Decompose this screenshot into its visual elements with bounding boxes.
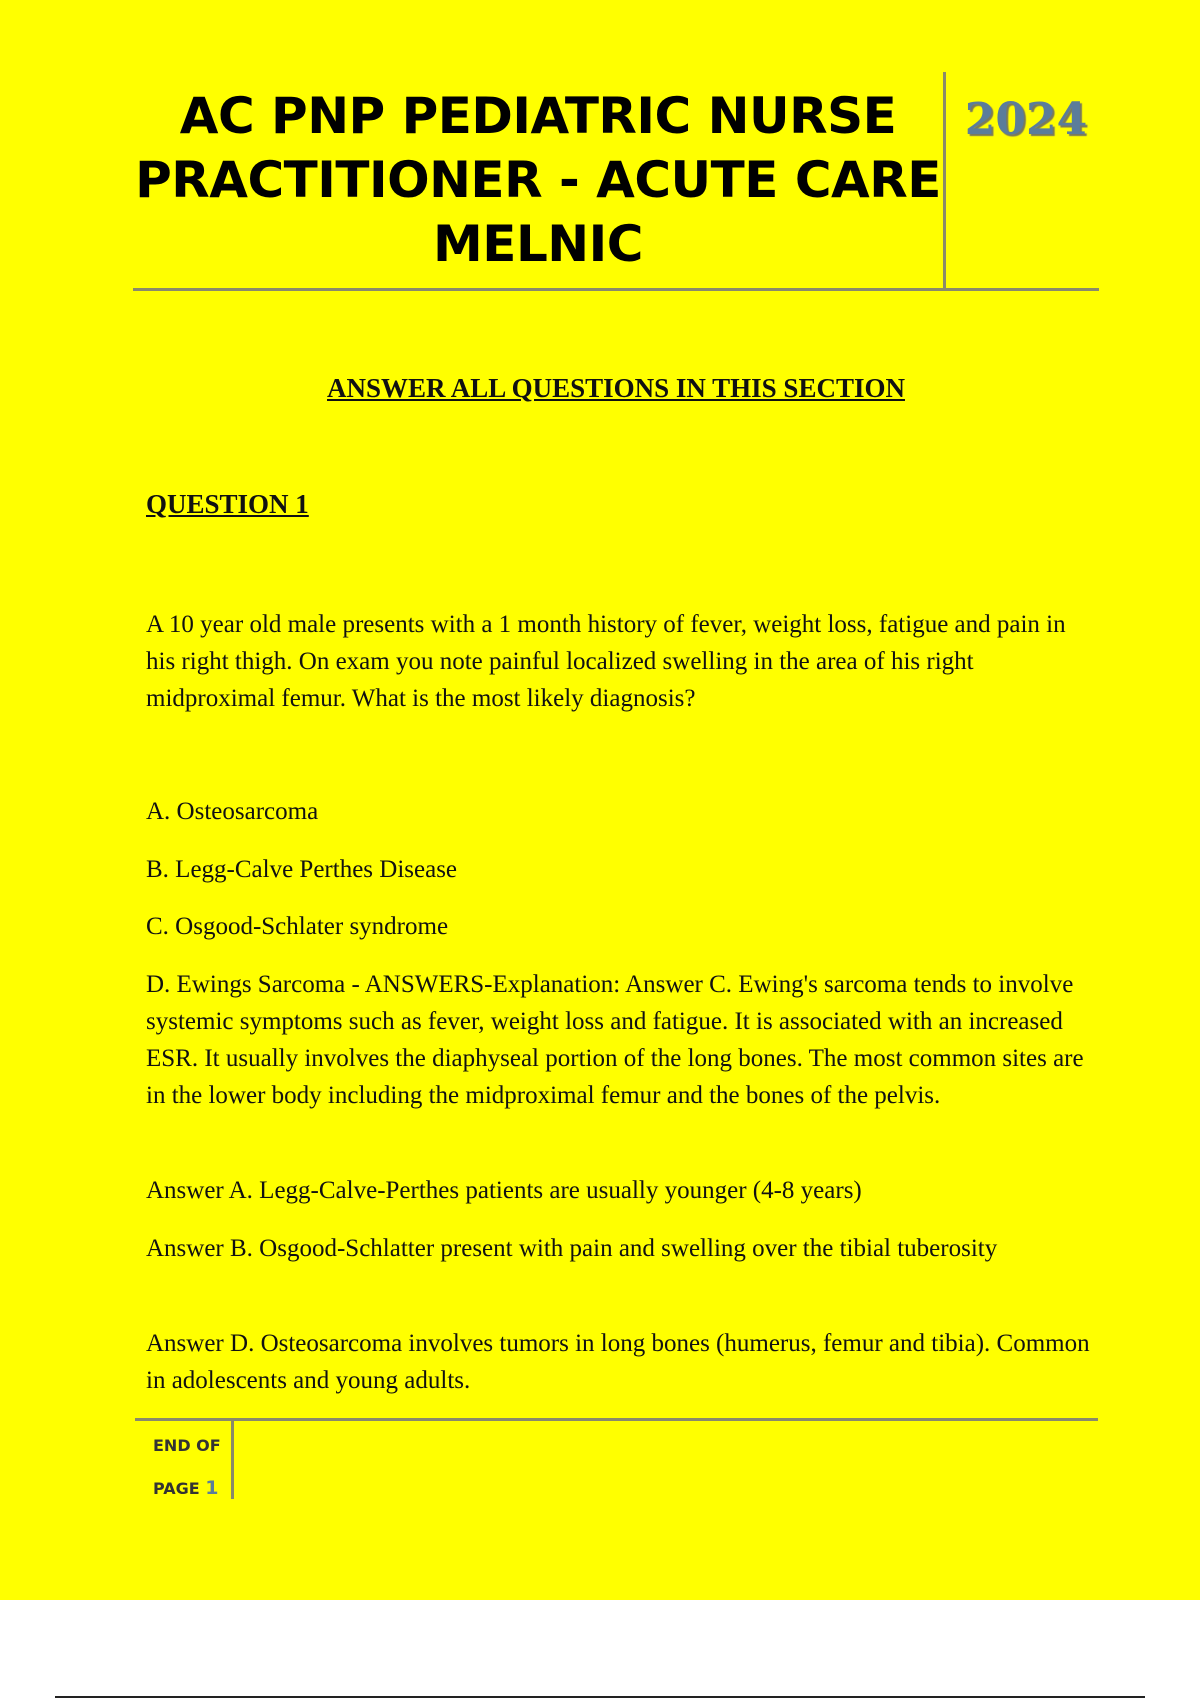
page-footer [153, 1425, 229, 1510]
header-block [133, 72, 1099, 291]
footer-end-of: END OF [153, 1436, 221, 1455]
question-text: A 10 year old male presents with a 1 month history of fever, weight loss, fatigue and pain in his right thigh. On exam you note painful localized swelling in the area of his right midproximal femur. What is the most likely diagnosis? [146, 611, 1066, 712]
year-label: 2024 [964, 94, 1088, 145]
footer-divider [231, 1421, 234, 1499]
explanation-a: Answer A. Legg-Calve-Perthes patients are usually younger (4-8 years) [146, 1177, 862, 1204]
option-d: D. Ewings Sarcoma - ANSWERS-Explanation: Answer C. Ewing's sarcoma tends to involve systemic symptoms such as fever, weight loss and fatigue. It is associated with an increased ESR. It usually involves the diaphyseal portion of the long bones. The most common sites are in the lower body including the midproximal femur and the bones of the pelvis. [146, 971, 1084, 1109]
footer-page [153, 1467, 229, 1510]
explanation-b: Answer B. Osgood-Schlatter present with pain and swelling over the tibial tuberosity [146, 1235, 998, 1262]
option-a: A. Osteosarcoma [146, 798, 319, 825]
bottom-rule [55, 1696, 1145, 1698]
explanation-d: Answer D. Osteosarcoma involves tumors in long bones (humerus, femur and tibia). Common in adolescents and young adults. [146, 1330, 1090, 1394]
title-line-2: PRACTITIONER - ACUTE CARE [135, 151, 941, 209]
question-label: QUESTION 1 [146, 489, 309, 519]
footer-page-label: PAGE [153, 1479, 200, 1498]
document-title [133, 84, 943, 276]
title-line-1: AC PNP PEDIATRIC NURSE [179, 87, 897, 145]
option-c: C. Osgood-Schlater syndrome [146, 913, 449, 940]
footer-page-number: 1 [205, 1477, 219, 1499]
section-heading: ANSWER ALL QUESTIONS IN THIS SECTION [327, 373, 905, 403]
footer-rule [135, 1418, 1098, 1421]
header-divider [943, 72, 946, 288]
title-line-3: MELNIC [433, 215, 643, 273]
option-b: B. Legg-Calve Perthes Disease [146, 856, 458, 883]
